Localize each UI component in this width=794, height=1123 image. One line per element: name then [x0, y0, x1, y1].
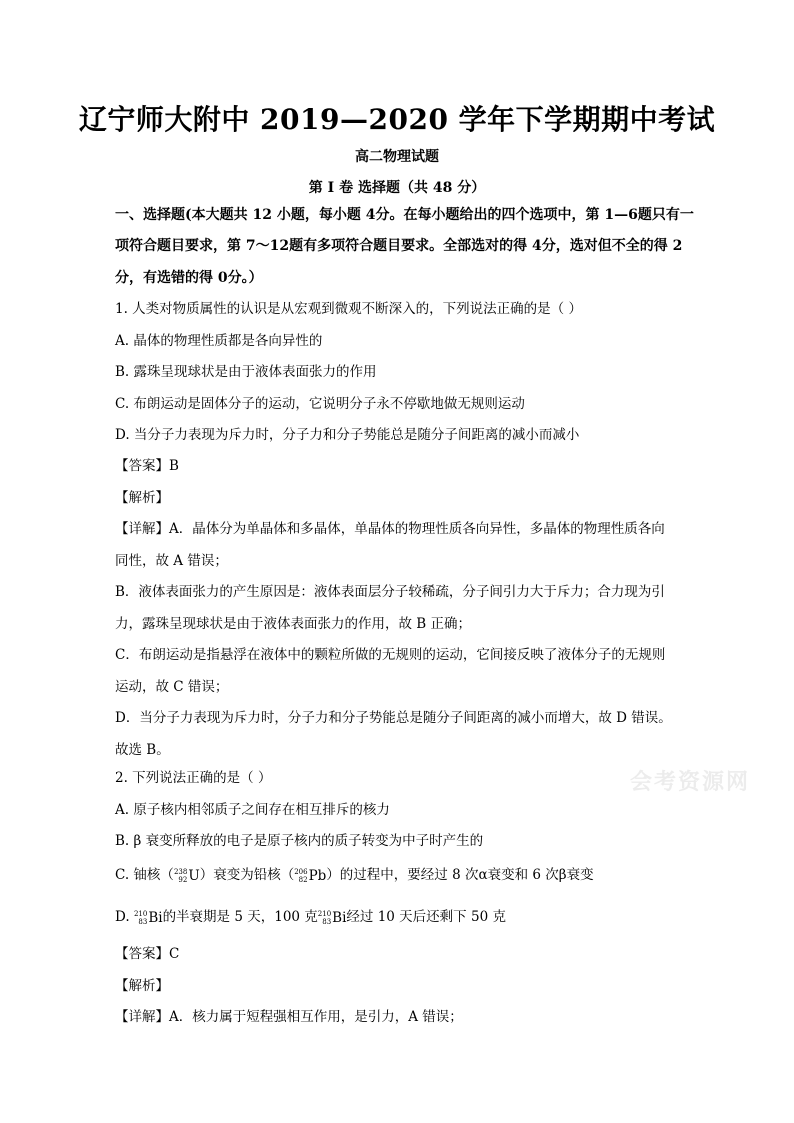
question-2-detail-line: 【详解】A．核力属于短程强相互作用，是引力，A 错误； — [115, 1009, 463, 1025]
lead-atomic-number: 82 — [298, 876, 308, 884]
bismuth-mass-number: 210 — [317, 910, 332, 918]
bismuth-mass-number: 210 — [133, 910, 148, 918]
question-1-detail-line: 力，露珠呈现球状是由于液体表面张力的作用，故 B 正确； — [115, 616, 472, 632]
question-1-option-d: D. 当分子力表现为斥力时，分子力和分子势能总是随分子间距离的减小而减小 — [115, 427, 580, 443]
question-1-option-b: B. 露珠呈现球状是由于液体表面张力的作用 — [115, 364, 377, 380]
question-1-option-a: A. 晶体的物理性质都是各向异性的 — [115, 333, 323, 349]
bismuth-atomic-number: 83 — [138, 918, 148, 926]
page-subtitle: 高二物理试题 — [355, 149, 439, 165]
lead-symbol: Pb — [308, 867, 327, 884]
option-d-middle: 的半衰期是 5 天，100 克 — [162, 909, 318, 925]
bismuth-nuclide — [134, 908, 163, 928]
option-c-middle: ）衰变为铅核（ — [199, 867, 295, 883]
page-title: 辽宁师大附中 2019—2020 学年下学期期中考试 — [78, 103, 716, 136]
question-2-analysis: 【解析】 — [115, 978, 169, 994]
uranium-nuclide — [174, 866, 200, 886]
question-1-detail-line: D．当分子力表现为斥力时，分子力和分子势能总是随分子间距离的减小而增大，故 D 错误。 — [115, 710, 672, 726]
bismuth-atomic-number: 83 — [322, 918, 332, 926]
lead-mass-number: 206 — [294, 868, 308, 876]
question-1-detail-line: 【详解】A．晶体分为单晶体和多晶体，单晶体的物理性质各向异性，多晶体的物理性质各向 — [115, 521, 665, 537]
watermark: 会考资源网 — [630, 769, 751, 795]
question-2-stem: 2. 下列说法正确的是（ ） — [115, 770, 272, 786]
uranium-atomic-number: 92 — [178, 876, 188, 884]
uranium-mass-number: 238 — [173, 868, 188, 876]
question-1-analysis: 【解析】 — [115, 490, 169, 506]
instructions-line: 一、选择题(本大题共 12 小题，每小题 4分。在每小题给出的四个选项中，第 1—6题只有一 — [115, 207, 694, 223]
question-1-detail-line: 同性，故 A 错误； — [115, 553, 228, 569]
question-2-option-c — [115, 865, 594, 886]
question-1-option-c: C. 布朗运动是固体分子的运动，它说明分子永不停歇地做无规则运动 — [115, 396, 525, 412]
question-1-answer: 【答案】B — [115, 458, 179, 474]
option-d-suffix: 经过 10 天后还剩下 50 克 — [346, 909, 506, 925]
instructions-line: 分，有选错的得 0分。） — [115, 270, 263, 286]
bismuth-nuclide-2 — [318, 908, 347, 928]
question-1-detail-line: C．布朗运动是指悬浮在液体中的颗粒所做的无规则的运动，它间接反映了液体分子的无规则 — [115, 647, 666, 663]
question-2-answer: 【答案】C — [115, 946, 180, 962]
option-c-suffix: ）的过程中，要经过 8 次α衰变和 6 次β衰变 — [326, 867, 594, 883]
question-2-option-b: B. β 衰变所释放的电子是原子核内的质子转变为中子时产生的 — [115, 833, 484, 849]
bismuth-symbol: Bi — [332, 909, 347, 926]
option-c-prefix: C. 铀核（ — [115, 867, 174, 883]
question-1-stem: 1. 人类对物质属性的认识是从宏观到微观不断深入的，下列说法正确的是（ ） — [115, 301, 582, 317]
question-1-detail-line: 故选 B。 — [115, 742, 170, 758]
question-1-detail-line: 运动，故 C 错误； — [115, 679, 229, 695]
question-1-detail-line: B．液体表面张力的产生原因是：液体表面层分子较稀疏，分子间引力大于斥力；合力现为引 — [115, 584, 665, 600]
question-2-option-d — [115, 907, 506, 928]
instructions-line: 项符合题目要求，第 7～12题有多项符合题目要求。全部选对的得 4分，选对但不全的得 2 — [115, 238, 683, 254]
uranium-symbol: U — [188, 867, 200, 884]
bismuth-symbol: Bi — [148, 909, 163, 926]
question-2-option-a: A. 原子核内相邻质子之间存在相互排斥的核力 — [115, 802, 390, 818]
lead-nuclide — [294, 866, 326, 886]
section-heading: 第 I 卷 选择题（共 48 分） — [308, 180, 486, 196]
option-d-prefix: D. — [115, 909, 134, 925]
